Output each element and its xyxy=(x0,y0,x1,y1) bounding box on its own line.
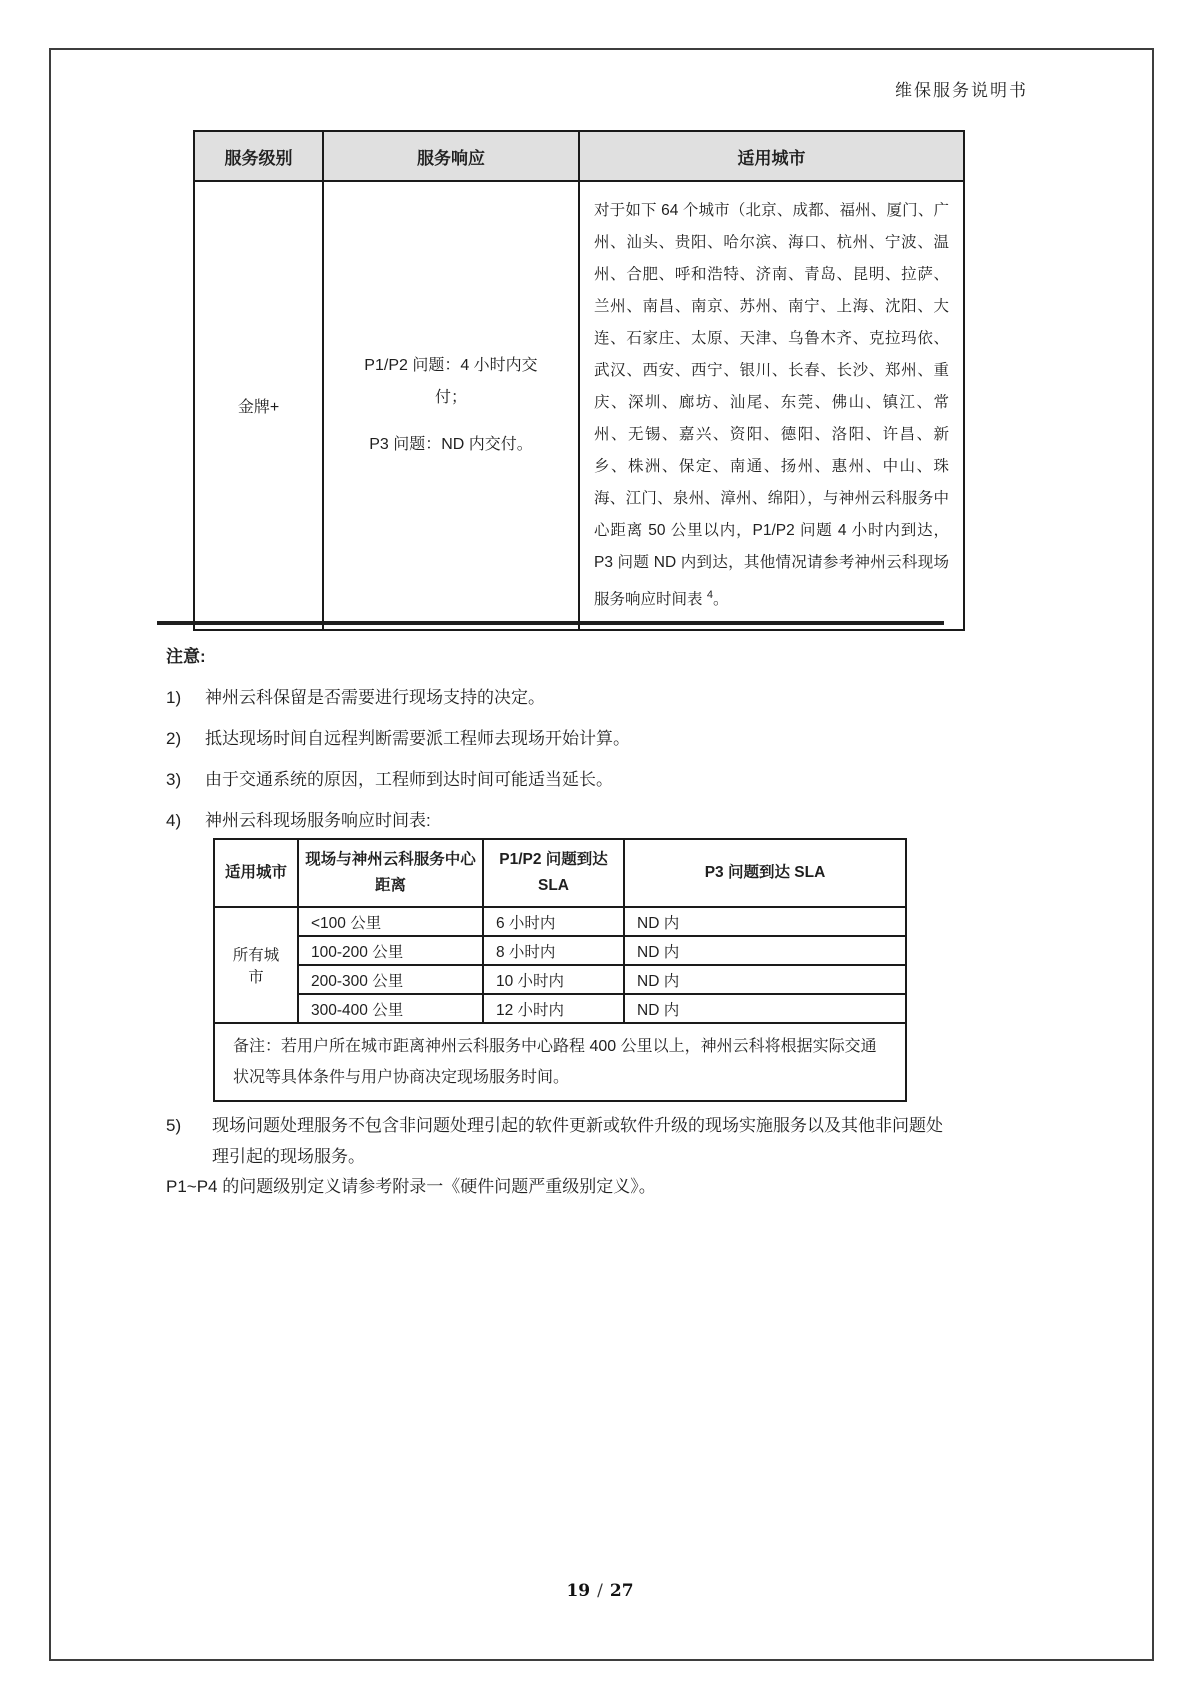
service-level-cell: 金牌+ xyxy=(194,181,323,630)
col-header-applicable-cities: 适用城市 xyxy=(579,131,964,181)
p3-sla-cell: ND 内 xyxy=(624,965,906,994)
p3-sla-cell: ND 内 xyxy=(624,936,906,965)
p3-sla-cell: ND 内 xyxy=(624,907,906,936)
service-table-row xyxy=(194,181,964,630)
note-text: 现场问题处理服务不包含非问题处理引起的软件更新或软件升级的现场实施服务以及其他非问题处理引起的现场服务。 xyxy=(212,1116,943,1166)
service-table-header-row xyxy=(194,131,964,181)
col-header-service-level: 服务级别 xyxy=(194,131,323,181)
col-header-service-response: 服务响应 xyxy=(323,131,579,181)
col-header-p12-sla: P1/P2 问题到达 SLA xyxy=(483,839,624,907)
table-row xyxy=(214,965,906,994)
footnote-reference: 4 xyxy=(706,589,713,601)
note-item-5 xyxy=(166,1110,956,1172)
response-p1p2: P1/P2 问题：4 小时内交付； xyxy=(364,357,538,407)
note-text: 由于交通系统的原因，工程师到达时间可能适当延长。 xyxy=(205,770,613,789)
service-response-cell xyxy=(323,181,579,630)
cities-paragraph: 对于如下 64 个城市（北京、成都、福州、厦门、广州、汕头、贵阳、哈尔滨、海口、杭州、宁波、温州、合肥、呼和浩特、济南、青岛、昆明、拉萨、兰州、南昌、南京、苏州、南宁、上海、沈阳、大连、石家庄、太原、天津、乌鲁木齐、克拉玛依、武汉、西安、西宁、银川、长春、长沙、郑州、重庆、深圳、廊坊、汕尾、东莞、佛山、镇江、常州、无锡、嘉兴、资阳、德阳、洛阳、许昌、新乡、株洲、保定、南通、扬州、惠州、中山、珠海、江门、泉州、漳州、绵阳），与神州云科服务中心距离 50 公里以内，P1/P2 问题 4 小时内到达，P3 问题 ND 内到达，其他情况请参考神州云科现场服务响应时间表 xyxy=(594,202,949,609)
p12-sla-cell: 10 小时内 xyxy=(483,965,624,994)
note-number: 1) xyxy=(166,688,182,707)
cities-period: 。 xyxy=(712,591,729,609)
page-number-separator: / xyxy=(597,1581,603,1601)
distance-cell: 300-400 公里 xyxy=(298,994,483,1023)
distance-cell: <100 公里 xyxy=(298,907,483,936)
note-text: 神州云科保留是否需要进行现场支持的决定。 xyxy=(205,688,545,707)
note-text: 神州云科现场服务响应时间表: xyxy=(205,811,431,830)
note-number: 3) xyxy=(166,770,182,789)
p3-sla-cell: ND 内 xyxy=(624,994,906,1023)
remark-row xyxy=(214,1023,906,1101)
col-header-distance: 现场与神州云科服务中心距离 xyxy=(298,839,483,907)
p12-sla-cell: 12 小时内 xyxy=(483,994,624,1023)
city-scope-cell: 所有城市 xyxy=(214,907,298,1023)
applicable-cities-cell xyxy=(579,181,964,630)
response-time-header-row xyxy=(214,839,906,907)
col-header-p3-sla: P3 问题到达 SLA xyxy=(624,839,906,907)
note-item-1 xyxy=(166,686,1036,710)
appendix-reference-line: P1~P4 的问题级别定义请参考附录一《硬件问题严重级别定义》。 xyxy=(166,1177,656,1196)
note-number: 5) xyxy=(166,1116,182,1135)
note-item-4 xyxy=(166,809,1036,833)
table-remark: 备注：若用户所在城市距离神州云科服务中心路程 400 公里以上，神州云科将根据实际交通状况等具体条件与用户协商决定现场服务时间。 xyxy=(214,1023,906,1101)
note-item-2 xyxy=(166,727,1036,751)
section-divider xyxy=(157,621,944,625)
response-time-table xyxy=(213,838,907,1102)
table-row xyxy=(214,907,906,936)
notes-section xyxy=(166,645,1036,833)
note-number: 2) xyxy=(166,729,182,748)
note-item-3 xyxy=(166,768,1036,792)
total-page-count: 27 xyxy=(609,1581,634,1601)
current-page-number: 19 xyxy=(566,1581,591,1601)
service-level-table xyxy=(193,130,965,631)
document-header-title: 维保服务说明书 xyxy=(895,81,1028,101)
p12-sla-cell: 8 小时内 xyxy=(483,936,624,965)
p12-sla-cell: 6 小时内 xyxy=(483,907,624,936)
col-header-city: 适用城市 xyxy=(214,839,298,907)
page-number-footer xyxy=(0,1581,1200,1601)
table-row xyxy=(214,936,906,965)
distance-cell: 100-200 公里 xyxy=(298,936,483,965)
response-p3: P3 问题：ND 内交付。 xyxy=(369,436,533,454)
notes-title: 注意: xyxy=(166,647,206,666)
note-number: 4) xyxy=(166,811,182,830)
note-text: 抵达现场时间自远程判断需要派工程师去现场开始计算。 xyxy=(205,729,630,748)
table-row xyxy=(214,994,906,1023)
distance-cell: 200-300 公里 xyxy=(298,965,483,994)
